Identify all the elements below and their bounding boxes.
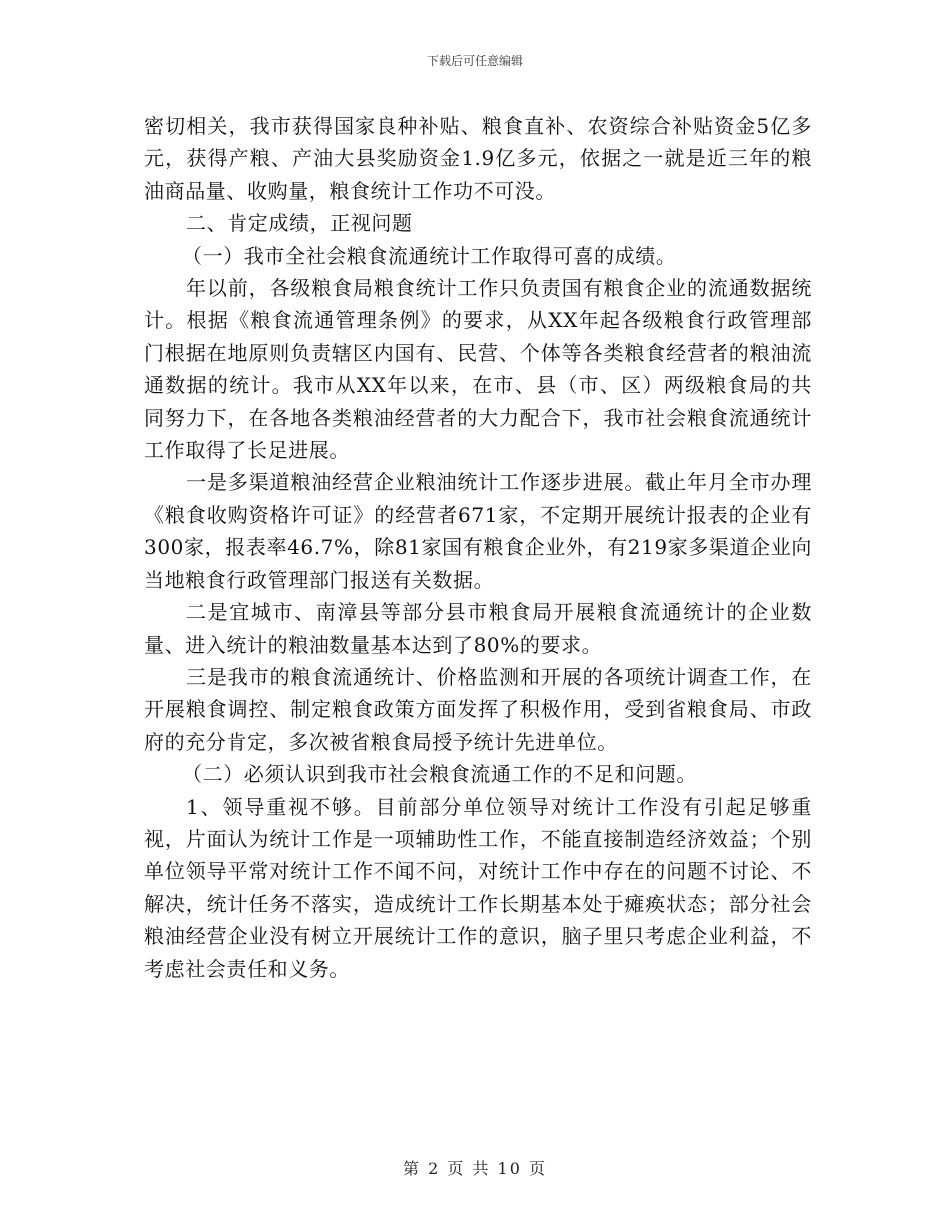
section-heading: 二、肯定成绩，正视问题 (186, 211, 413, 236)
paragraph: 1、领导重视不够。目前部分单位领导对统计工作没有引起足够重视，片面认为统计工作是一项辅助性工作，不能直接制造经济效益；个别单位领导平常对统计工作不闻不问，对统计工作中存在的问题不讨论、不解决，统计任务不落实，造成统计工作长期基本处于瘫痪状态；部分社会粮油经营企业没有树立开展统计工作的意识，脑子里只考虑企业利益，不考虑社会责任和义务。 (144, 794, 812, 981)
paragraph: 三是我市的粮食流通统计、价格监测和开展的各项统计调查工作，在开展粮食调控、制定粮食政策方面发挥了积极作用，受到省粮食局、市政府的充分肯定，多次被省粮食局授予统计先进单位。 (144, 664, 812, 754)
paragraph: 年以前，各级粮食局粮食统计工作只负责国有粮食企业的流通数据统计。根据《粮食流通管理条例》的要求，从XX年起各级粮食行政管理部门根据在地原则负责辖区内国有、民营、个体等各类粮食经营者的粮油流通数据的统计。我市从XX年以来，在市、县（市、区）两级粮食局的共同努力下，在各地各类粮油经营者的大力配合下，我市社会粮食流通统计工作取得了长足进展。 (144, 276, 812, 463)
paragraph: 二是宜城市、南漳县等部分县市粮食局开展粮食流通统计的企业数量、进入统计的粮油数量基本达到了80%的要求。 (144, 600, 812, 657)
subsection-heading: （二）必须认识到我市社会粮食流通工作的不足和问题。 (182, 762, 697, 787)
paragraph: 一是多渠道粮油经营企业粮油统计工作逐步进展。截止年月全市办理《粮食收购资格许可证》的经营者671家，不定期开展统计报表的企业有300家，报表率46.7%，除81家国有粮食企业外，有219家多渠道企业向当地粮食行政管理部门报送有关数据。 (144, 470, 812, 592)
subsection-heading: （一）我市全社会粮食流通统计工作取得可喜的成绩。 (182, 243, 677, 268)
page-number: 第 2 页 共 10 页 (403, 1159, 547, 1178)
paragraph-continuation: 密切相关，我市获得国家良种补贴、粮食直补、农资综合补贴资金5亿多元，获得产粮、产油大县奖励资金1.9亿多元，依据之一就是近三年的粮油商品量、收购量，粮食统计工作功不可没。 (144, 114, 812, 203)
page-header: 下载后可任意编辑 (426, 54, 523, 68)
document-body (144, 110, 812, 985)
